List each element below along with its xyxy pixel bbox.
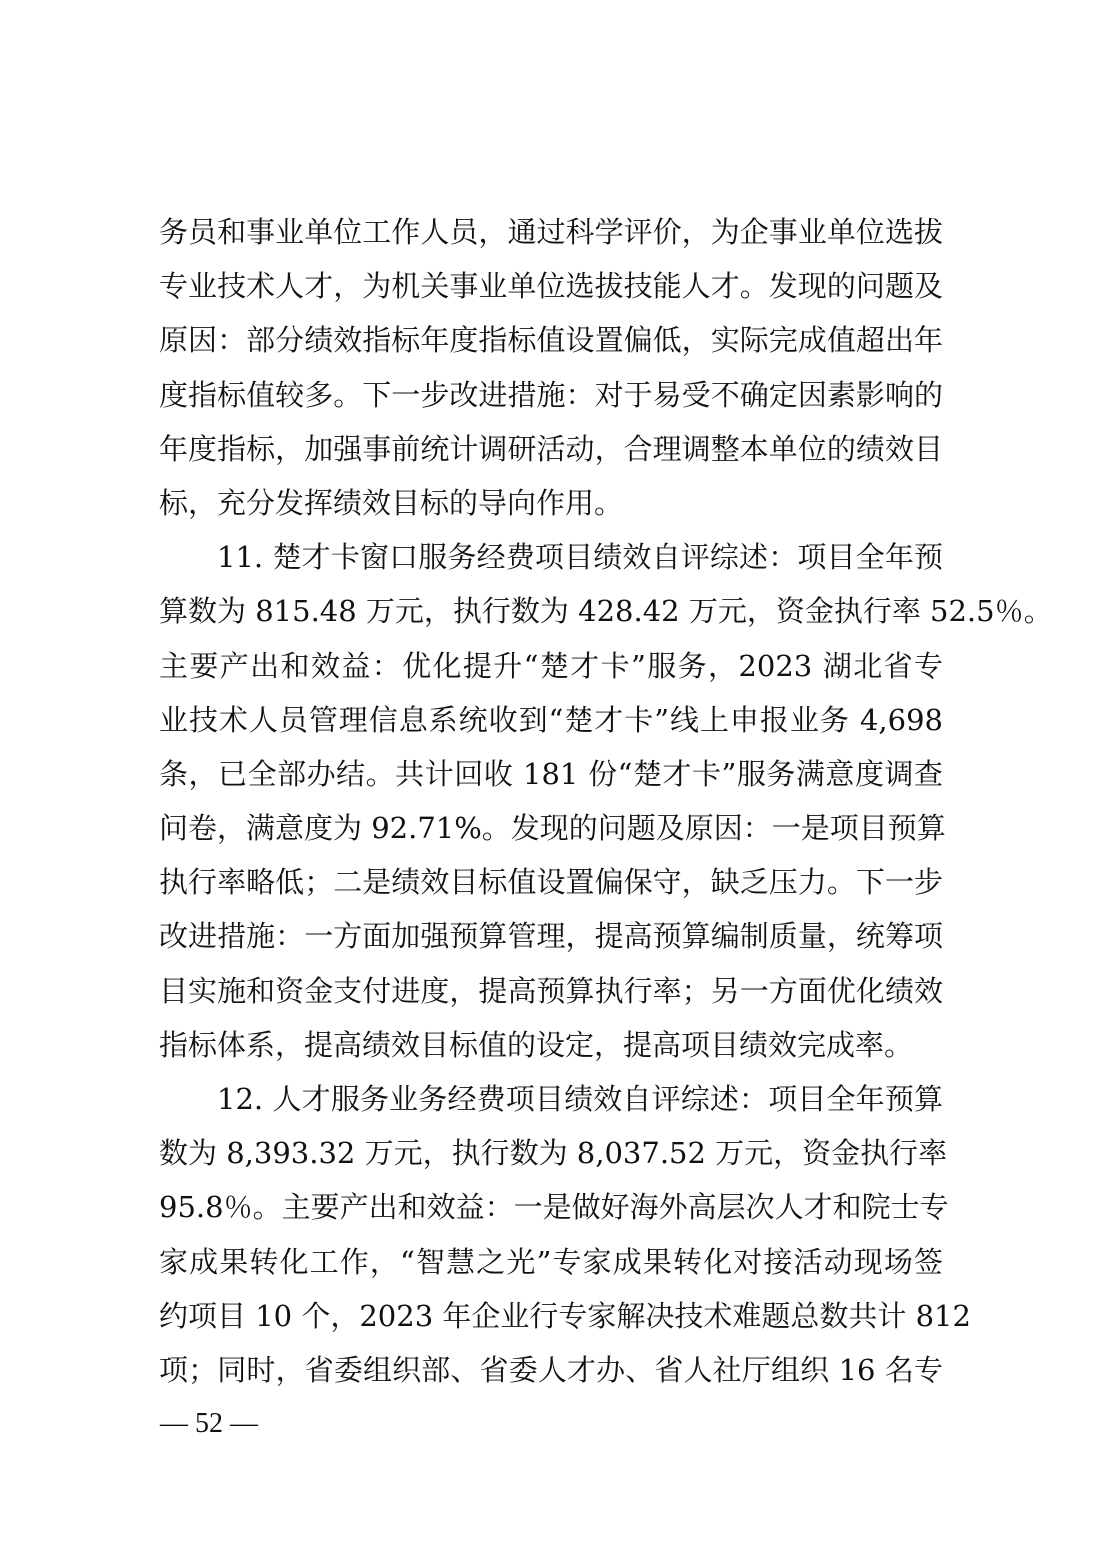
text-line: 年度指标，加强事前统计调研活动，合理调整本单位的绩效目: [159, 431, 943, 466]
text-line: 度指标值较多。下一步改进措施：对于易受不确定因素影响的: [159, 377, 943, 412]
text-line: 务员和事业单位工作人员，通过科学评价，为企事业单位选拔: [159, 215, 943, 249]
text-line: 数为 8,393.32 万元，执行数为 8,037.52 万元，资金执行率: [159, 1136, 948, 1171]
text-line: 算数为 815.48 万元，执行数为 428.42 万元，资金执行率 52.5％。: [159, 594, 1053, 629]
text-line: 条，已全部办结。共计回收 181 份“楚才卡”服务满意度调查: [159, 756, 943, 791]
text-line: 家成果转化工作，“智慧之光”专家成果转化对接活动现场签: [159, 1244, 943, 1279]
section-12-heading-line: 12. 人才服务业务经费项目绩效自评综述：项目全年预算: [217, 1082, 943, 1116]
text-line: 指标体系，提高绩效目标值的设定，提高项目绩效完成率。: [159, 1027, 914, 1062]
text-line: 业技术人员管理信息系统收到“楚才卡”线上申报业务 4,698: [159, 702, 943, 737]
text-line: 专业技术人才，为机关事业单位选拔技能人才。发现的问题及: [159, 269, 943, 304]
text-line: 原因：部分绩效指标年度指标值设置偏低，实际完成值超出年: [159, 323, 943, 358]
text-line: 95.8％。主要产出和效益：一是做好海外高层次人才和院士专: [159, 1190, 949, 1225]
text-line: 问卷，满意度为 92.71%。发现的问题及原因：一是项目预算: [159, 811, 946, 846]
text-line: 标，充分发挥绩效目标的导向作用。: [159, 485, 624, 520]
text-line: 约项目 10 个，2023 年企业行专家解决技术难题总数共计 812: [159, 1298, 971, 1333]
text-line: 主要产出和效益：优化提升“楚才卡”服务，2023 湖北省专: [159, 648, 943, 683]
page-number: — 52 —: [160, 1408, 258, 1439]
text-line: 目实施和资金支付进度，提高预算执行率；另一方面优化绩效: [159, 973, 943, 1008]
section-11-heading-line: 11. 楚才卡窗口服务经费项目绩效自评综述：项目全年预: [217, 540, 943, 575]
text-line: 改进措施：一方面加强预算管理，提高预算编制质量，统筹项: [159, 919, 943, 954]
text-line: 项；同时，省委组织部、省委人才办、省人社厅组织 16 名专: [159, 1352, 943, 1387]
body-text: [159, 205, 1053, 1397]
text-line: 执行率略低；二是绩效目标值设置偏保守，缺乏压力。下一步: [159, 865, 943, 900]
